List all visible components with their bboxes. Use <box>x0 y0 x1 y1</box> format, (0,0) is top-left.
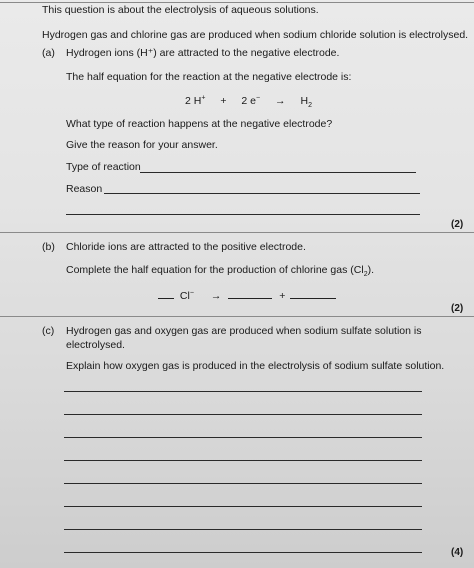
reason-answer-line-2[interactable] <box>66 214 420 215</box>
part-a-label: (a) <box>42 47 55 59</box>
equation-plus: + <box>220 94 227 107</box>
part-c-marks: (4) <box>451 547 464 558</box>
part-a-divider <box>0 232 474 233</box>
equation-hydrogen-ions: 2 H+ <box>185 94 206 107</box>
part-b-marks: (2) <box>451 303 464 314</box>
type-of-reaction-answer-line[interactable] <box>140 172 416 173</box>
question-context: Hydrogen gas and chlorine gas are produced when sodium chloride solution is electrolysed. <box>42 29 469 41</box>
top-rule <box>0 2 474 3</box>
question-intro: This question is about the electrolysis of aqueous solutions. <box>42 4 319 16</box>
part-c-label: (c) <box>42 325 55 337</box>
part-b-label: (b) <box>42 241 55 253</box>
chloride-equation-arrow: → <box>210 290 222 302</box>
part-c-answer-line-3[interactable] <box>64 437 422 438</box>
chloride-ion: Cl− <box>179 289 194 302</box>
chloride-equation-plus: + <box>279 290 286 302</box>
reason-answer-line-1[interactable] <box>104 193 420 194</box>
part-c-answer-line-2[interactable] <box>64 414 422 415</box>
chloride-product-blank[interactable] <box>228 288 272 299</box>
type-of-reaction-label: Type of reaction <box>66 161 141 173</box>
part-c-question: Explain how oxygen gas is produced in the electrolysis of sodium sulfate solution. <box>66 360 445 372</box>
chloride-half-equation <box>158 288 336 303</box>
part-b-statement: Chloride ions are attracted to the positive electrode. <box>66 241 306 253</box>
part-c-answer-line-1[interactable] <box>64 391 422 392</box>
part-c-statement-line-1: Hydrogen gas and oxygen gas are produced when sodium sulfate solution is <box>66 325 422 337</box>
equation-electrons: 2 e− <box>241 94 261 107</box>
part-b-instruction: Complete the half equation for the production of chlorine gas $(Cl_2)$. <box>66 264 375 279</box>
reason-label: Reason <box>66 183 103 195</box>
part-c-statement-line-2: electrolysed. <box>66 339 125 351</box>
part-c-answer-line-5[interactable] <box>64 483 422 484</box>
equation-product: $H_2$ <box>300 94 312 109</box>
part-c-answer-line-8[interactable] <box>64 552 422 553</box>
negative-electrode-equation <box>185 94 312 110</box>
part-a-half-equation-intro: The half equation for the reaction at the negative electrode is: <box>66 71 352 83</box>
part-c-answer-line-4[interactable] <box>64 460 422 461</box>
part-b-divider <box>0 316 474 317</box>
chloride-electrons-blank[interactable] <box>290 288 336 299</box>
part-c-answer-line-6[interactable] <box>64 506 422 507</box>
part-a-statement: Hydrogen ions (H⁺) are attracted to the negative electrode. <box>66 47 340 59</box>
equation-arrow: → <box>275 94 286 107</box>
chloride-coefficient-blank[interactable] <box>158 288 174 299</box>
part-a-reason-prompt: Give the reason for your answer. <box>66 139 218 151</box>
part-a-marks: (2) <box>451 219 464 230</box>
part-c-answer-line-7[interactable] <box>64 529 422 530</box>
part-a-question: What type of reaction happens at the negative electrode? <box>66 118 333 130</box>
